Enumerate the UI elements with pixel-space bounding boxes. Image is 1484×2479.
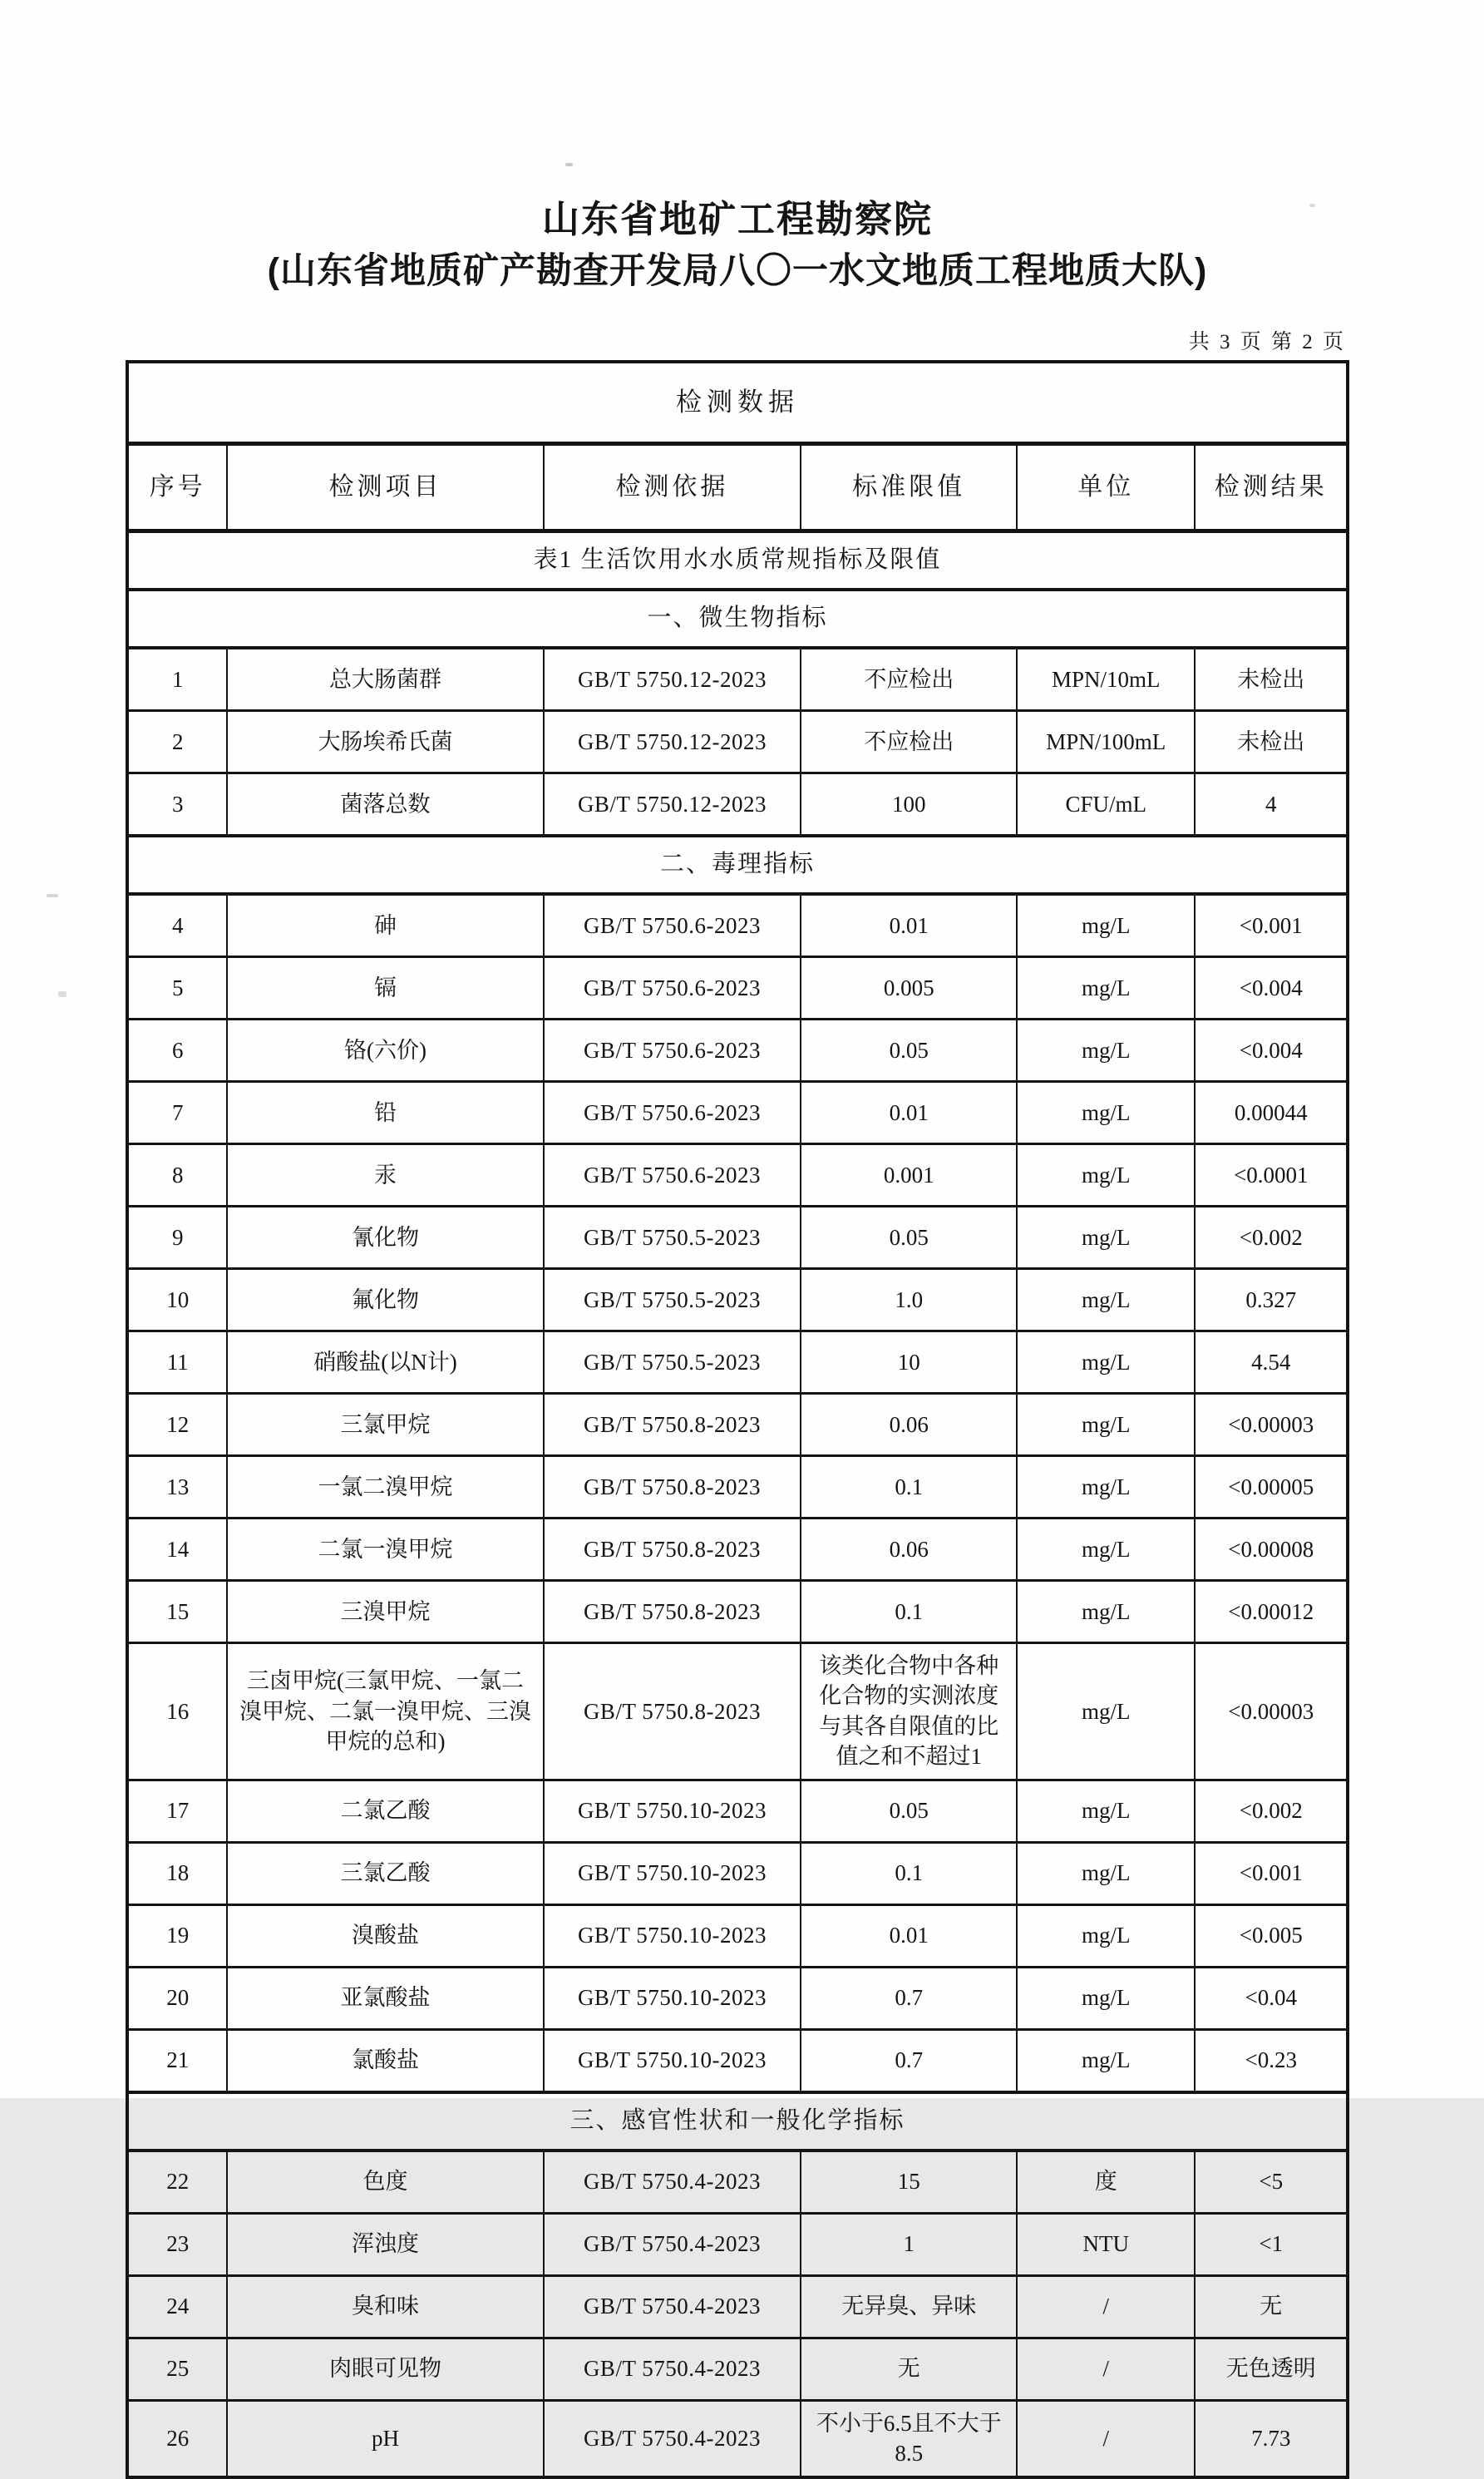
cell-method: GB/T 5750.4-2023 — [544, 2400, 801, 2477]
cell-method: GB/T 5750.10-2023 — [544, 1967, 801, 2029]
table-row — [127, 2213, 1348, 2275]
cell-index: 9 — [127, 1206, 227, 1268]
cell-item: 砷 — [227, 894, 543, 957]
cell-result: <0.04 — [1195, 1967, 1348, 2029]
table-row — [127, 1967, 1348, 2029]
section-label: 表1 生活饮用水水质常规指标及限值 — [127, 531, 1348, 590]
table-row — [127, 2151, 1348, 2214]
cell-unit: mg/L — [1017, 1331, 1195, 1393]
cell-index: 18 — [127, 1842, 227, 1904]
cell-result: 未检出 — [1195, 710, 1348, 773]
cell-index: 15 — [127, 1580, 227, 1642]
cell-unit: / — [1017, 2338, 1195, 2400]
cell-limit: 0.01 — [801, 1904, 1017, 1967]
table-row — [127, 1580, 1348, 1642]
cell-limit: 0.05 — [801, 1206, 1017, 1268]
table-row — [127, 1268, 1348, 1331]
col-header-index: 序号 — [127, 443, 227, 531]
cell-result: <0.23 — [1195, 2029, 1348, 2092]
cell-index: 3 — [127, 773, 227, 836]
page-indicator: 共 3 页 第 2 页 — [1188, 330, 1346, 353]
cell-method: GB/T 5750.5-2023 — [544, 1206, 801, 1268]
cell-item: 三氯乙酸 — [227, 1842, 543, 1904]
cell-result: 0.00044 — [1195, 1081, 1348, 1143]
cell-unit: mg/L — [1017, 1268, 1195, 1331]
section-row — [127, 531, 1348, 590]
section-row — [127, 836, 1348, 894]
cell-unit: mg/L — [1017, 1143, 1195, 1206]
table-row — [127, 710, 1348, 773]
cell-limit: 0.001 — [801, 1143, 1017, 1206]
cell-index: 7 — [127, 1081, 227, 1143]
cell-index: 26 — [127, 2400, 227, 2477]
cell-method: GB/T 5750.8-2023 — [544, 1455, 801, 1518]
cell-limit: 1.0 — [801, 1268, 1017, 1331]
cell-limit: 不小于6.5且不大于8.5 — [801, 2400, 1017, 2477]
table-row — [127, 648, 1348, 711]
table-row — [127, 2338, 1348, 2400]
cell-item: 浑浊度 — [227, 2213, 543, 2275]
cell-method: GB/T 5750.8-2023 — [544, 1518, 801, 1580]
cell-result: <0.00012 — [1195, 1580, 1348, 1642]
cell-index: 1 — [127, 648, 227, 711]
cell-item: 溴酸盐 — [227, 1904, 543, 1967]
cell-unit: NTU — [1017, 2213, 1195, 2275]
col-header-unit: 单位 — [1017, 443, 1195, 531]
cell-unit: mg/L — [1017, 1455, 1195, 1518]
cell-index: 5 — [127, 956, 227, 1019]
cell-unit: / — [1017, 2275, 1195, 2338]
table-row — [127, 1642, 1348, 1780]
cell-unit: MPN/100mL — [1017, 710, 1195, 773]
cell-unit: 度 — [1017, 2151, 1195, 2214]
cell-method: GB/T 5750.12-2023 — [544, 710, 801, 773]
cell-limit: 0.05 — [801, 1019, 1017, 1081]
section-row — [127, 2092, 1348, 2151]
cell-result: 无色透明 — [1195, 2338, 1348, 2400]
cell-index: 14 — [127, 1518, 227, 1580]
col-header-item: 检测项目 — [227, 443, 543, 531]
table-row — [127, 2029, 1348, 2092]
cell-item: 氯酸盐 — [227, 2029, 543, 2092]
cell-method: GB/T 5750.4-2023 — [544, 2275, 801, 2338]
cell-unit: mg/L — [1017, 1206, 1195, 1268]
cell-limit: 0.7 — [801, 2029, 1017, 2092]
cell-result: <0.004 — [1195, 956, 1348, 1019]
cell-item: pH — [227, 2400, 543, 2477]
cell-result: <0.004 — [1195, 1019, 1348, 1081]
cell-item: 铅 — [227, 1081, 543, 1143]
cell-item: 铬(六价) — [227, 1019, 543, 1081]
cell-item: 汞 — [227, 1143, 543, 1206]
table-body — [127, 531, 1348, 2477]
cell-index: 2 — [127, 710, 227, 773]
cell-index: 6 — [127, 1019, 227, 1081]
cell-result: <0.00003 — [1195, 1642, 1348, 1780]
section-label: 三、感官性状和一般化学指标 — [127, 2092, 1348, 2151]
cell-unit: mg/L — [1017, 1393, 1195, 1455]
cell-method: GB/T 5750.6-2023 — [544, 894, 801, 957]
cell-limit: 0.01 — [801, 894, 1017, 957]
cell-index: 11 — [127, 1331, 227, 1393]
cell-limit: 15 — [801, 2151, 1017, 2214]
cell-result: <0.002 — [1195, 1206, 1348, 1268]
cell-method: GB/T 5750.6-2023 — [544, 1081, 801, 1143]
cell-index: 16 — [127, 1642, 227, 1780]
title-block — [126, 193, 1349, 297]
cell-unit: mg/L — [1017, 1642, 1195, 1780]
cell-limit: 0.1 — [801, 1455, 1017, 1518]
col-header-method: 检测依据 — [544, 443, 801, 531]
cell-result: <0.00003 — [1195, 1393, 1348, 1455]
cell-method: GB/T 5750.5-2023 — [544, 1331, 801, 1393]
cell-unit: / — [1017, 2400, 1195, 2477]
cell-limit: 该类化合物中各种化合物的实测浓度与其各自限值的比值之和不超过1 — [801, 1642, 1017, 1780]
cell-unit: mg/L — [1017, 1019, 1195, 1081]
table-row — [127, 2275, 1348, 2338]
cell-unit: mg/L — [1017, 1904, 1195, 1967]
cell-item: 硝酸盐(以N计) — [227, 1331, 543, 1393]
table-row — [127, 1019, 1348, 1081]
cell-limit: 不应检出 — [801, 648, 1017, 711]
table-row — [127, 1206, 1348, 1268]
table-row — [127, 2400, 1348, 2477]
cell-item: 氰化物 — [227, 1206, 543, 1268]
table-row — [127, 1842, 1348, 1904]
cell-method: GB/T 5750.4-2023 — [544, 2213, 801, 2275]
cell-result: 0.327 — [1195, 1268, 1348, 1331]
cell-unit: mg/L — [1017, 1842, 1195, 1904]
cell-index: 12 — [127, 1393, 227, 1455]
cell-limit: 0.7 — [801, 1967, 1017, 2029]
cell-item: 三卤甲烷(三氯甲烷、一氯二溴甲烷、二氯一溴甲烷、三溴甲烷的总和) — [227, 1642, 543, 1780]
cell-index: 22 — [127, 2151, 227, 2214]
cell-unit: mg/L — [1017, 1518, 1195, 1580]
cell-item: 三氯甲烷 — [227, 1393, 543, 1455]
cell-index: 4 — [127, 894, 227, 957]
cell-method: GB/T 5750.6-2023 — [544, 956, 801, 1019]
cell-result: <0.002 — [1195, 1780, 1348, 1842]
cell-index: 25 — [127, 2338, 227, 2400]
cell-method: GB/T 5750.4-2023 — [544, 2151, 801, 2214]
cell-unit: mg/L — [1017, 1967, 1195, 2029]
cell-limit: 1 — [801, 2213, 1017, 2275]
cell-item: 总大肠菌群 — [227, 648, 543, 711]
cell-item: 氟化物 — [227, 1268, 543, 1331]
cell-index: 21 — [127, 2029, 227, 2092]
cell-limit: 0.01 — [801, 1081, 1017, 1143]
section-label: 一、微生物指标 — [127, 590, 1348, 648]
cell-unit: CFU/mL — [1017, 773, 1195, 836]
cell-item: 色度 — [227, 2151, 543, 2214]
cell-unit: mg/L — [1017, 1780, 1195, 1842]
cell-method: GB/T 5750.6-2023 — [544, 1019, 801, 1081]
table-row — [127, 1143, 1348, 1206]
table-row — [127, 1393, 1348, 1455]
table-row — [127, 1455, 1348, 1518]
cell-unit: mg/L — [1017, 2029, 1195, 2092]
cell-limit: 0.1 — [801, 1580, 1017, 1642]
cell-limit: 无 — [801, 2338, 1017, 2400]
cell-result: <0.001 — [1195, 1842, 1348, 1904]
cell-limit: 100 — [801, 773, 1017, 836]
cell-index: 24 — [127, 2275, 227, 2338]
cell-index: 13 — [127, 1455, 227, 1518]
cell-index: 8 — [127, 1143, 227, 1206]
cell-limit: 0.005 — [801, 956, 1017, 1019]
cell-limit: 0.06 — [801, 1393, 1017, 1455]
cell-item: 菌落总数 — [227, 773, 543, 836]
cell-method: GB/T 5750.12-2023 — [544, 773, 801, 836]
column-header-row — [127, 443, 1348, 531]
table-caption-row — [127, 362, 1348, 444]
table-row — [127, 1518, 1348, 1580]
cell-method: GB/T 5750.10-2023 — [544, 1904, 801, 1967]
cell-item: 肉眼可见物 — [227, 2338, 543, 2400]
table-row — [127, 773, 1348, 836]
cell-index: 23 — [127, 2213, 227, 2275]
cell-method: GB/T 5750.5-2023 — [544, 1268, 801, 1331]
report-content — [126, 0, 1349, 2479]
cell-result: <1 — [1195, 2213, 1348, 2275]
cell-method: GB/T 5750.12-2023 — [544, 648, 801, 711]
cell-unit: mg/L — [1017, 1580, 1195, 1642]
cell-limit: 10 — [801, 1331, 1017, 1393]
cell-result: <0.001 — [1195, 894, 1348, 957]
cell-result: <0.005 — [1195, 1904, 1348, 1967]
cell-result: 无 — [1195, 2275, 1348, 2338]
scan-artifact — [47, 894, 58, 897]
cell-result: 7.73 — [1195, 2400, 1348, 2477]
cell-result: 未检出 — [1195, 648, 1348, 711]
cell-limit: 不应检出 — [801, 710, 1017, 773]
cell-index: 17 — [127, 1780, 227, 1842]
table-row — [127, 1904, 1348, 1967]
cell-method: GB/T 5750.10-2023 — [544, 2029, 801, 2092]
cell-method: GB/T 5750.8-2023 — [544, 1642, 801, 1780]
cell-item: 二氯乙酸 — [227, 1780, 543, 1842]
cell-result: <0.00008 — [1195, 1518, 1348, 1580]
cell-index: 20 — [127, 1967, 227, 2029]
cell-item: 亚氯酸盐 — [227, 1967, 543, 2029]
cell-item: 大肠埃希氏菌 — [227, 710, 543, 773]
scan-artifact — [58, 991, 67, 997]
cell-method: GB/T 5750.4-2023 — [544, 2338, 801, 2400]
table-row — [127, 956, 1348, 1019]
cell-limit: 0.06 — [801, 1518, 1017, 1580]
cell-index: 19 — [127, 1904, 227, 1967]
cell-method: GB/T 5750.10-2023 — [544, 1780, 801, 1842]
col-header-result: 检测结果 — [1195, 443, 1348, 531]
cell-limit: 0.1 — [801, 1842, 1017, 1904]
table-row — [127, 1331, 1348, 1393]
cell-method: GB/T 5750.8-2023 — [544, 1580, 801, 1642]
table-row — [127, 894, 1348, 957]
org-title: 山东省地矿工程勘察院 — [541, 198, 933, 240]
cell-item: 三溴甲烷 — [227, 1580, 543, 1642]
cell-item: 臭和味 — [227, 2275, 543, 2338]
cell-unit: mg/L — [1017, 894, 1195, 957]
cell-method: GB/T 5750.8-2023 — [544, 1393, 801, 1455]
cell-item: 镉 — [227, 956, 543, 1019]
cell-unit: mg/L — [1017, 1081, 1195, 1143]
cell-limit: 无异臭、异味 — [801, 2275, 1017, 2338]
cell-result: <0.0001 — [1195, 1143, 1348, 1206]
test-data-table — [126, 360, 1349, 2479]
cell-index: 10 — [127, 1268, 227, 1331]
cell-result: 4.54 — [1195, 1331, 1348, 1393]
table-caption: 检测数据 — [127, 362, 1348, 444]
cell-item: 一氯二溴甲烷 — [227, 1455, 543, 1518]
col-header-limit: 标准限值 — [801, 443, 1017, 531]
cell-unit: mg/L — [1017, 956, 1195, 1019]
cell-result: 4 — [1195, 773, 1348, 836]
cell-method: GB/T 5750.10-2023 — [544, 1842, 801, 1904]
cell-unit: MPN/10mL — [1017, 648, 1195, 711]
table-row — [127, 1780, 1348, 1842]
cell-method: GB/T 5750.6-2023 — [544, 1143, 801, 1206]
cell-limit: 0.05 — [801, 1780, 1017, 1842]
section-row — [127, 590, 1348, 648]
section-label: 二、毒理指标 — [127, 836, 1348, 894]
org-subtitle: (山东省地质矿产勘查开发局八〇一水文地质工程地质大队) — [267, 250, 1208, 291]
cell-result: <5 — [1195, 2151, 1348, 2214]
cell-item: 二氯一溴甲烷 — [227, 1518, 543, 1580]
table-row — [127, 1081, 1348, 1143]
cell-result: <0.00005 — [1195, 1455, 1348, 1518]
